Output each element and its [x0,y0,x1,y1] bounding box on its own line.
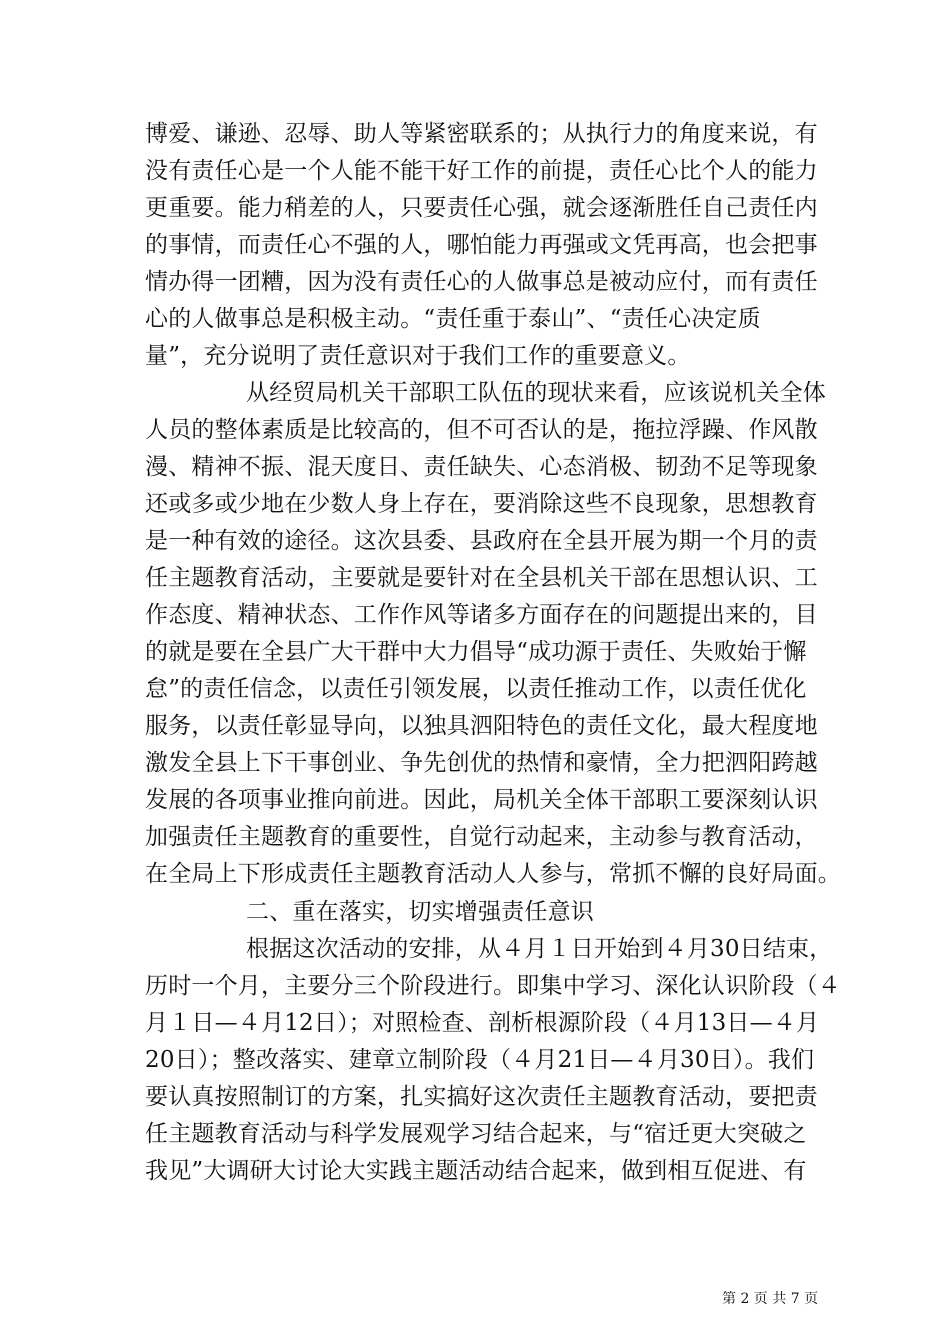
text-line: 从经贸局机关干部职工队伍的现状来看，应该说机关全体 [246,380,826,406]
text-line: 作态度、精神状态、工作作风等诸多方面存在的问题提出来的，目 [145,602,818,628]
text-line: 博爱、谦逊、忍辱、助人等紧密联系的；从执行力的角度来说，有 [145,121,818,147]
text-line: 任主题教育活动，主要就是要针对在全县机关干部在思想认识、工 [145,565,818,591]
text-line: 怠”的责任信念，以责任引领发展，以责任推动工作，以责任优化 [145,676,807,702]
text-line: 量”，充分说明了责任意识对于我们工作的重要意义。 [145,343,691,369]
text-line: 是一种有效的途径。这次县委、县政府在全县开展为期一个月的责 [145,528,818,554]
text-line: 月１日—４月12日）；对照检查、剖析根源阶段（４月13日—４月 [145,1010,820,1036]
text-line: 人员的整体素质是比较高的，但不可否认的是，拖拉浮躁、作风散 [145,417,818,443]
text-line: 激发全县上下干事创业、争先创优的热情和豪情，全力把泗阳跨越 [145,750,818,776]
text-line: 20日）；整改落实、建章立制阶段（４月21日—４月30日）。我们 [145,1047,815,1073]
text-line: 心的人做事总是积极主动。“责任重于泰山”、“责任心决定质 [145,306,761,332]
text-line: 任主题教育活动与科学发展观学习结合起来，与“宿迁更大突破之 [145,1121,807,1147]
text-line: 要认真按照制订的方案，扎实搞好这次责任主题教育活动，要把责 [145,1084,818,1110]
text-line: 根据这次活动的安排，从４月１日开始到４月30日结束， [246,936,833,962]
text-line: 更重要。能力稍差的人，只要责任心强，就会逐渐胜任自己责任内 [145,195,818,221]
text-line: 我见”大调研大讨论大实践主题活动结合起来，做到相互促进、有 [145,1158,807,1184]
page-number-footer: 第 2 页 共 7 页 [722,1291,819,1307]
text-line: 服务，以责任彰显导向，以独具泗阳特色的责任文化，最大程度地 [145,713,818,739]
text-line: 历时一个月，主要分三个阶段进行。即集中学习、深化认识阶段（４ [145,973,841,999]
text-line: 的事情，而责任心不强的人，哪怕能力再强或文凭再高，也会把事 [145,232,818,258]
text-line: 没有责任心是一个人能不能干好工作的前提，责任心比个人的能力 [145,158,818,184]
text-line: 的就是要在全县广大干群中大力倡导“成功源于责任、失败始于懈 [145,639,807,665]
text-line: 漫、精神不振、混天度日、责任缺失、心态消极、韧劲不足等现象 [145,454,818,480]
text-line: 情办得一团糟，因为没有责任心的人做事总是被动应付，而有责任 [145,269,818,295]
section-heading: 二、重在落实，切实增强责任意识 [246,899,594,925]
text-line: 在全局上下形成责任主题教育活动人人参与，常抓不懈的良好局面。 [145,861,841,887]
text-line: 发展的各项事业推向前进。因此，局机关全体干部职工要深刻认识 [145,787,818,813]
text-line: 还或多或少地在少数人身上存在，要消除这些不良现象，思想教育 [145,491,818,517]
text-line: 加强责任主题教育的重要性，自觉行动起来，主动参与教育活动， [145,824,818,850]
